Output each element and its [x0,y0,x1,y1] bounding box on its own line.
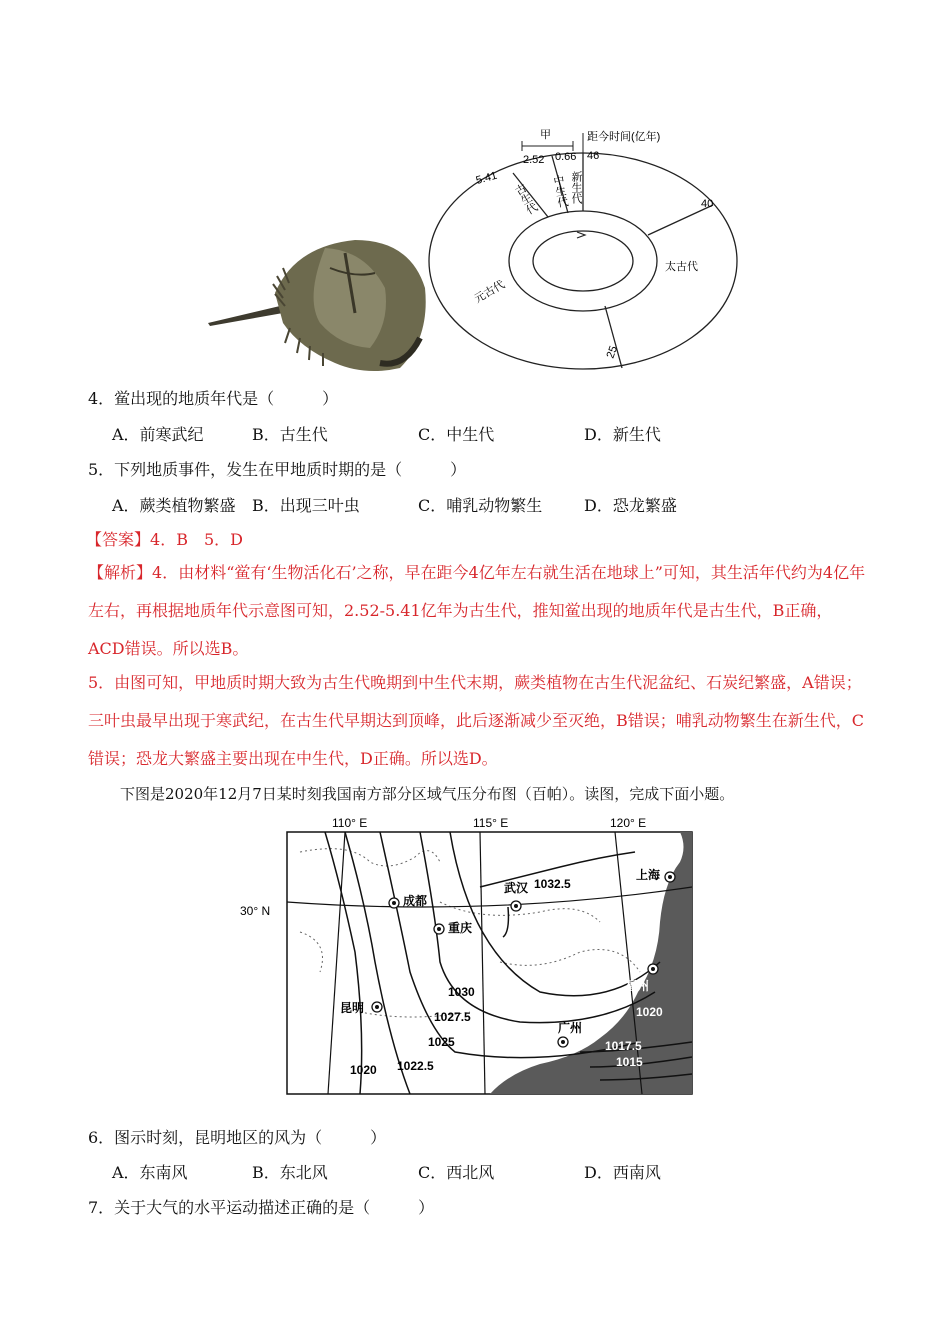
q6-option-b[interactable]: B．东北风 [252,1163,328,1182]
geologic-time-diagram [425,125,770,375]
q6-option-c[interactable]: C．西北风 [418,1163,495,1182]
q5-stem: 5．下列地质事件，发生在甲地质时期的是（ ） [88,460,467,479]
q5-option-b[interactable]: B．出现三叶虫 [252,496,360,515]
city-chongqing: 重庆 [448,921,473,935]
isobar-1022-5: 1022.5 [397,1059,434,1073]
isobar-1032-5: 1032.5 [534,877,571,891]
q4-option-a[interactable]: A．前寒武纪 [112,425,204,444]
tick-40: 40 [701,198,714,210]
era-paleozoic: 古生代 [511,182,539,217]
analysis-label: 【解析】 [88,563,153,582]
tick-541: 5.41 [474,169,499,187]
city-kunming: 昆明 [340,1001,365,1015]
pressure-map [240,812,700,1097]
answer-line [86,527,243,550]
lat-30: 30° N [240,904,271,918]
answer-text: 4．B 5．D [150,530,243,549]
q6-option-a[interactable]: A．东南风 [112,1163,188,1182]
isobar-1027-5: 1027.5 [434,1010,471,1024]
q7-stem: 7．关于大气的水平运动描述正确的是（ ） [88,1198,435,1217]
map-intro: 下图是2020年12月7日某时刻我国南方部分区域气压分布图（百帕）。读图，完成下面小题。 [120,785,735,803]
isobar-1020-west: 1020 [350,1063,377,1077]
city-shanghai: 上海 [636,868,661,882]
isobar-1020-east: 1020 [636,1005,663,1019]
q5-option-c[interactable]: C．哺乳动物繁生 [418,496,543,515]
era-cenozoic: 新生代 [570,171,582,204]
era-proterozoic: 元古代 [472,278,508,306]
lon-115: 115° E [473,816,509,830]
era-archean: 太古代 [665,261,698,273]
tick-066: 0.66 [555,151,577,163]
axis-title: 距今时间(亿年) [587,131,661,143]
city-fuzhou: 福州 [625,979,650,993]
q4-option-c[interactable]: C．中生代 [418,425,495,444]
horseshoe-crab-image [205,228,430,378]
isobar-1017-5: 1017.5 [605,1039,642,1053]
tick-46: 46 [587,150,600,162]
city-guangzhou: 广州 [558,1021,583,1035]
jia-label: 甲 [540,129,551,141]
q4-option-b[interactable]: B．古生代 [252,425,328,444]
era-mesozoic: 中生代 [551,173,569,209]
analysis-q4 [88,554,868,668]
q6-stem: 6．图示时刻，昆明地区的风为（ ） [88,1128,387,1147]
q4-option-d[interactable]: D．新生代 [584,425,661,444]
lon-110: 110° E [332,816,368,830]
q6-option-d[interactable]: D．西南风 [584,1163,661,1182]
tick-25: 25 [604,344,621,361]
lon-120: 120° E [610,816,647,830]
city-wuhan: 武汉 [504,881,529,895]
isobar-1025: 1025 [428,1035,455,1049]
q5-option-d[interactable]: D．恐龙繁盛 [584,496,677,515]
answer-label: 【答案】 [86,530,151,549]
tick-252: 2.52 [523,154,545,166]
analysis-q4-text: 4．由材料“鲎有‘生物活化石’之称，早在距今4亿年左右就生活在地球上”可知，其生活年代约为4亿年左右，再根据地质年代示意图可知，2.52-5.41亿年为古生代，推知鲎出现的地质年代是古生代，B正确，ACD错误。所以选B。 [88,563,866,658]
isobar-1030: 1030 [448,985,475,999]
city-chengdu: 成都 [403,894,428,908]
analysis-q5: 5．由图可知，甲地质时期大致为古生代晚期到中生代末期，蕨类植物在古生代泥盆纪、石炭纪繁盛，A错误；三叶虫最早出现于寒武纪，在古生代早期达到顶峰，此后逐渐减少至灭绝，B错误；哺乳动物繁生在新生代，C错误；恐龙大繁盛主要出现在中生代，D正确。所以选D。 [88,673,865,768]
q5-option-a[interactable]: A．蕨类植物繁盛 [112,496,236,515]
isobar-1015: 1015 [616,1055,643,1069]
q4-stem: 4．鲎出现的地质年代是（ ） [88,389,339,408]
